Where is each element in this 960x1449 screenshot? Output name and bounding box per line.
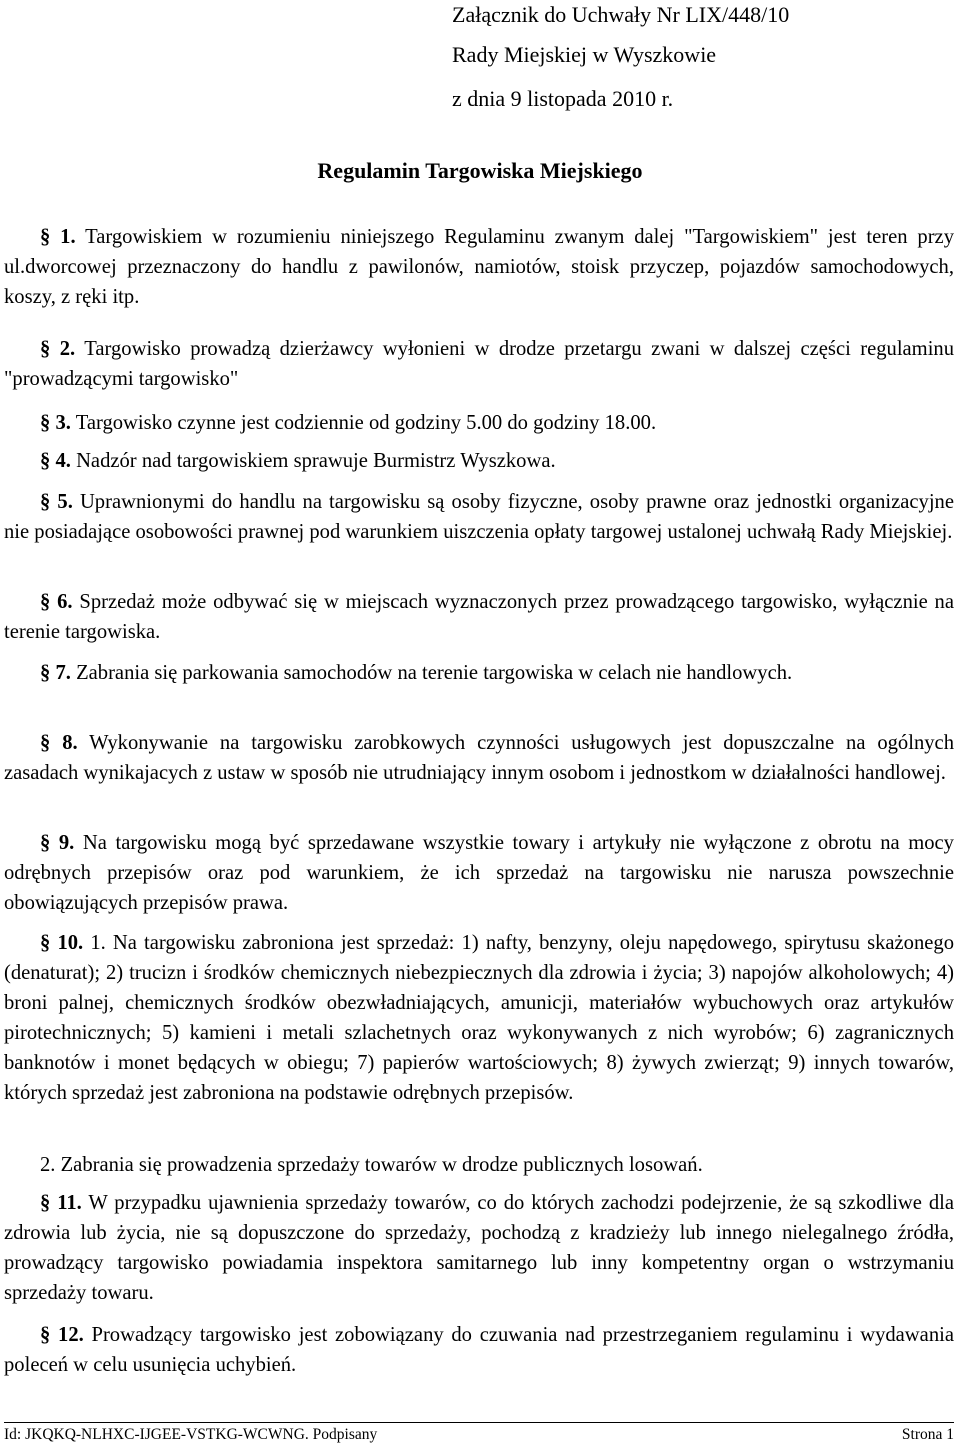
- section-number: 10.: [57, 932, 84, 954]
- section-text: Sprzedaż może odbywać się w miejscach wyznaczonych przez prowadzącego targowisko, wyłącznie na terenie targowiska.: [4, 591, 954, 643]
- section-mark: §: [40, 338, 51, 360]
- section-mark: §: [40, 450, 51, 472]
- footer-divider: [4, 1422, 954, 1423]
- section-8: [4, 728, 954, 788]
- document-id: Id: JKQKQ-NLHXC-IJGEE-VSTKG-WCWNG. Podpisany: [4, 1426, 378, 1443]
- section-number: 2.: [59, 338, 76, 360]
- section-12: [4, 1320, 954, 1380]
- section-6: [4, 587, 954, 647]
- section-number: 9.: [58, 832, 75, 854]
- section-5: [4, 487, 954, 547]
- section-10-point-2: [4, 1150, 954, 1180]
- section-text: Nadzór nad targowiskiem sprawuje Burmistrz Wyszkowa.: [76, 450, 556, 472]
- date-line: z dnia 9 listopada 2010 r.: [452, 86, 674, 111]
- section-mark: §: [40, 832, 51, 854]
- section-number: 5.: [57, 491, 73, 513]
- section-text: Targowisko prowadzą dzierżawcy wyłonieni w drodze przetargu zwani w dalszej części regulaminu "prowadzącymi targowisko": [4, 338, 955, 390]
- section-3: [4, 408, 954, 438]
- section-number: 6.: [57, 591, 73, 613]
- document-title: Regulamin Targowiska Miejskiego: [317, 158, 643, 183]
- section-text: Zabrania się parkowania samochodów na terenie targowiska w celach nie handlowych.: [76, 662, 793, 684]
- section-11: [4, 1188, 954, 1308]
- section-text: W przypadku ujawnienia sprzedaży towarów, co do których zachodzi podejrzenie, że są szkodliwe dla zdrowia lub życia, nie są dopuszczone do sprzedaży, pochodzą z kradzieży lub innego nielegalnego źródła, prowadzący targowisko powiadamia inspektora samitarnego lub inny kompetentny organ o wstrzymaniu sprzedaży towaru.: [4, 1192, 954, 1304]
- section-1: [4, 222, 954, 312]
- section-mark: §: [40, 732, 51, 754]
- annex-line: Załącznik do Uchwały Nr LIX/448/10: [452, 2, 790, 27]
- section-mark: §: [40, 226, 51, 248]
- section-mark: §: [40, 412, 51, 434]
- section-text: 2. Zabrania się prowadzenia sprzedaży towarów w drodze publicznych losowań.: [40, 1154, 703, 1176]
- section-mark: §: [40, 491, 51, 513]
- section-number: 8.: [62, 732, 78, 754]
- page-footer: [4, 1426, 954, 1444]
- section-2: [4, 334, 954, 394]
- section-text: Wykonywanie na targowisku zarobkowych czynności usługowych jest dopuszczalne na ogólnych zasadach wynikajacych z ustaw w sposób nie utrudniający innym osobom i jednostkom w działalności handlowej.: [4, 732, 954, 784]
- section-number: 12.: [58, 1324, 84, 1346]
- section-number: 11.: [57, 1192, 82, 1214]
- section-mark: §: [40, 1192, 51, 1214]
- section-text: Prowadzący targowisko jest zobowiązany do czuwania nad przestrzeganiem regulaminu i wydawania poleceń w celu usunięcia uchybień.: [4, 1324, 954, 1376]
- section-mark: §: [40, 932, 51, 954]
- section-number: 3.: [55, 412, 71, 434]
- section-number: 4.: [55, 450, 71, 472]
- section-text: Targowisko czynne jest codziennie od godziny 5.00 do godziny 18.00.: [75, 412, 657, 434]
- section-10: [4, 928, 954, 1108]
- section-mark: §: [40, 1324, 51, 1346]
- section-text: Na targowisku mogą być sprzedawane wszystkie towary i artykuły nie wyłączone z obrotu na mocy odrębnych przepisów oraz pod warunkiem, że ich sprzedaż na targowisku nie narusza powszechnie obowiązujących przepisów prawa.: [4, 832, 954, 914]
- council-line: Rady Miejskiej w Wyszkowie: [452, 42, 717, 67]
- section-mark: §: [40, 591, 51, 613]
- section-7: [4, 658, 954, 688]
- section-4: [4, 446, 954, 476]
- page-number: Strona 1: [901, 1426, 954, 1443]
- section-number: 1.: [60, 226, 76, 248]
- section-number: 7.: [55, 662, 71, 684]
- section-text: 1. Na targowisku zabroniona jest sprzedaż: 1) nafty, benzyny, oleju napędowego, spirytusu skażonego (denaturat); 2) trucizn i środków chemicznych niebezpiecznych dla zdrowia i życia; 3) napojów alkoholowych; 4) broni palnej, chemicznych środków obezwładniających, amunicji, materiałów wybuchowych oraz artykułów pirotechnicznych; 5) kamieni i metali szlachetnych oraz wykonywanych z nich wyrobów; 6) zagranicznych banknotów i monet będących w obiegu; 7) papierów wartościowych; 8) żywych zwierząt; 9) innych towarów, których sprzedaż jest zabroniona na podstawie odrębnych przepisów.: [4, 932, 954, 1104]
- section-9: [4, 828, 954, 918]
- section-mark: §: [40, 662, 51, 684]
- section-text: Targowiskiem w rozumieniu niniejszego Regulaminu zwanym dalej "Targowiskiem" jest teren przy ul.dworcowej przeznaczony do handlu z pawilonów, namiotów, stoisk przyczep, pojazdów samochodowych, koszy, z ręki itp.: [4, 226, 954, 308]
- section-text: Uprawnionymi do handlu na targowisku są osoby fizyczne, osoby prawne oraz jednostki organizacyjne nie posiadające osobowości prawnej pod warunkiem uiszczenia opłaty targowej ustalonej uchwałą Rady Miejskiej.: [4, 491, 954, 543]
